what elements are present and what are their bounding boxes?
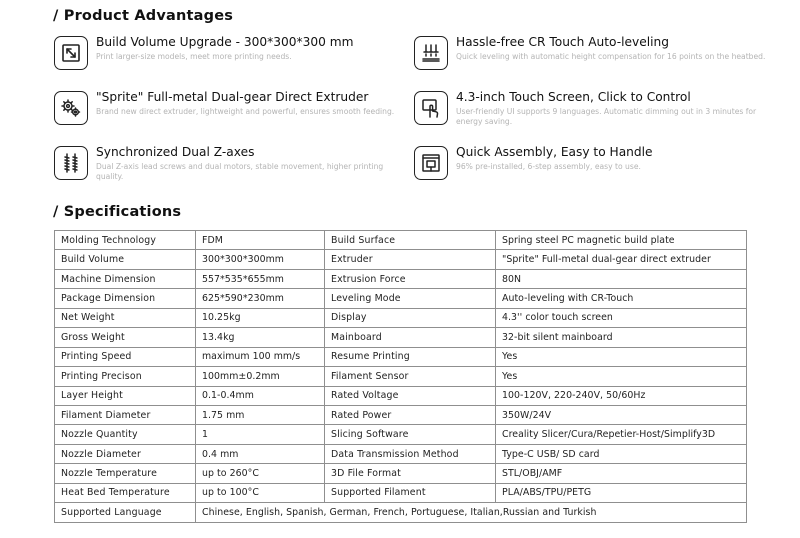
- table-row: [55, 231, 747, 250]
- table-row: [55, 289, 747, 308]
- spec-value: "Sprite" Full-metal dual-gear direct extruder: [496, 250, 747, 269]
- feature-description: Quick leveling with automatic height compensation for 16 points on the heatbed.: [456, 52, 766, 61]
- spec-value: Chinese, English, Spanish, German, French, Portuguese, Italian,Russian and Turkish: [196, 503, 747, 522]
- feature-description: 96% pre-installed, 6-step assembly, easy to use.: [456, 162, 641, 171]
- feature-extruder: [54, 91, 404, 131]
- spec-value: Yes: [496, 347, 747, 366]
- feature-description: Brand new direct extruder, lightweight and powerful, ensures smooth feeding.: [96, 107, 395, 116]
- spec-value: 557*535*655mm: [196, 269, 325, 288]
- feature-description: Print larger-size models, meet more printing needs.: [96, 52, 292, 61]
- feature-description: Dual Z-axis lead screws and dual motors, stable movement, higher printing quality.: [96, 162, 384, 181]
- spec-label: Display: [325, 308, 496, 327]
- spec-label: Machine Dimension: [55, 269, 196, 288]
- spec-label: Layer Height: [55, 386, 196, 405]
- spec-value: Creality Slicer/Cura/Repetier-Host/Simplify3D: [496, 425, 747, 444]
- spec-value: 100mm±0.2mm: [196, 367, 325, 386]
- leveling-icon: [414, 36, 448, 70]
- spec-label: Slicing Software: [325, 425, 496, 444]
- spec-label: Extruder: [325, 250, 496, 269]
- spec-label: Rated Voltage: [325, 386, 496, 405]
- spec-label: Supported Filament: [325, 483, 496, 502]
- spec-label: Nozzle Temperature: [55, 464, 196, 483]
- spec-label: Net Weight: [55, 308, 196, 327]
- spec-label: Rated Power: [325, 405, 496, 424]
- feature-dual-z-axes: [54, 146, 404, 186]
- table-row: [55, 308, 747, 327]
- feature-title: Build Volume Upgrade - 300*300*300 mm: [96, 35, 354, 49]
- specifications-title: / Specifications: [53, 204, 182, 220]
- spec-value: up to 260°C: [196, 464, 325, 483]
- spec-label: Build Surface: [325, 231, 496, 250]
- feature-title: 4.3-inch Touch Screen, Click to Control: [456, 90, 691, 104]
- spec-label: Printing Precison: [55, 367, 196, 386]
- spec-value: Type-C USB/ SD card: [496, 444, 747, 463]
- feature-title: "Sprite" Full-metal Dual-gear Direct Extruder: [96, 90, 369, 104]
- table-row: [55, 405, 747, 424]
- feature-touch-screen: [414, 91, 764, 131]
- spec-value: 0.4 mm: [196, 444, 325, 463]
- spec-value: up to 100°C: [196, 483, 325, 502]
- touch-screen-icon: [414, 91, 448, 125]
- spec-label: 3D File Format: [325, 464, 496, 483]
- z-axis-icon: [54, 146, 88, 180]
- spec-value: Yes: [496, 367, 747, 386]
- spec-label: Data Transmission Method: [325, 444, 496, 463]
- feature-build-volume: [54, 36, 404, 76]
- extruder-gear-icon: [54, 91, 88, 125]
- spec-value: 1.75 mm: [196, 405, 325, 424]
- spec-label: Heat Bed Temperature: [55, 483, 196, 502]
- spec-value: 625*590*230mm: [196, 289, 325, 308]
- table-row: [55, 483, 747, 502]
- spec-label: Molding Technology: [55, 231, 196, 250]
- assembly-icon: [414, 146, 448, 180]
- spec-label: Build Volume: [55, 250, 196, 269]
- feature-auto-leveling: [414, 36, 764, 76]
- product-advantages-title: / Product Advantages: [53, 8, 234, 24]
- table-row: [55, 347, 747, 366]
- feature-description: User-friendly UI supports 9 languages. Automatic dimming out in 3 minutes for energy saving.: [456, 107, 757, 126]
- spec-value: Spring steel PC magnetic build plate: [496, 231, 747, 250]
- feature-title: Quick Assembly, Easy to Handle: [456, 145, 653, 159]
- spec-value: STL/OBJ/AMF: [496, 464, 747, 483]
- spec-label: Mainboard: [325, 328, 496, 347]
- specifications-table: [54, 230, 747, 523]
- spec-label: Package Dimension: [55, 289, 196, 308]
- table-row: [55, 425, 747, 444]
- spec-value: 300*300*300mm: [196, 250, 325, 269]
- spec-value: maximum 100 mm/s: [196, 347, 325, 366]
- spec-label: Filament Diameter: [55, 405, 196, 424]
- spec-value: 4.3'' color touch screen: [496, 308, 747, 327]
- spec-value: FDM: [196, 231, 325, 250]
- spec-value: 13.4kg: [196, 328, 325, 347]
- feature-quick-assembly: [414, 146, 764, 186]
- spec-label: Filament Sensor: [325, 367, 496, 386]
- table-row: [55, 386, 747, 405]
- table-row: [55, 328, 747, 347]
- build-volume-icon: [54, 36, 88, 70]
- spec-value: 80N: [496, 269, 747, 288]
- spec-label: Supported Language: [55, 503, 196, 522]
- spec-value: 32-bit silent mainboard: [496, 328, 747, 347]
- table-row: [55, 444, 747, 463]
- feature-title: Hassle-free CR Touch Auto-leveling: [456, 35, 669, 49]
- table-row: [55, 503, 747, 522]
- feature-title: Synchronized Dual Z-axes: [96, 145, 255, 159]
- table-row: [55, 250, 747, 269]
- spec-value: PLA/ABS/TPU/PETG: [496, 483, 747, 502]
- spec-value: 1: [196, 425, 325, 444]
- spec-value: 350W/24V: [496, 405, 747, 424]
- spec-label: Gross Weight: [55, 328, 196, 347]
- spec-label: Nozzle Quantity: [55, 425, 196, 444]
- table-row: [55, 269, 747, 288]
- table-row: [55, 367, 747, 386]
- spec-label: Nozzle Diameter: [55, 444, 196, 463]
- spec-value: 100-120V, 220-240V, 50/60Hz: [496, 386, 747, 405]
- spec-label: Resume Printing: [325, 347, 496, 366]
- spec-value: Auto-leveling with CR-Touch: [496, 289, 747, 308]
- spec-label: Extrusion Force: [325, 269, 496, 288]
- spec-label: Printing Speed: [55, 347, 196, 366]
- spec-label: Leveling Mode: [325, 289, 496, 308]
- spec-value: 10.25kg: [196, 308, 325, 327]
- table-row: [55, 464, 747, 483]
- spec-value: 0.1-0.4mm: [196, 386, 325, 405]
